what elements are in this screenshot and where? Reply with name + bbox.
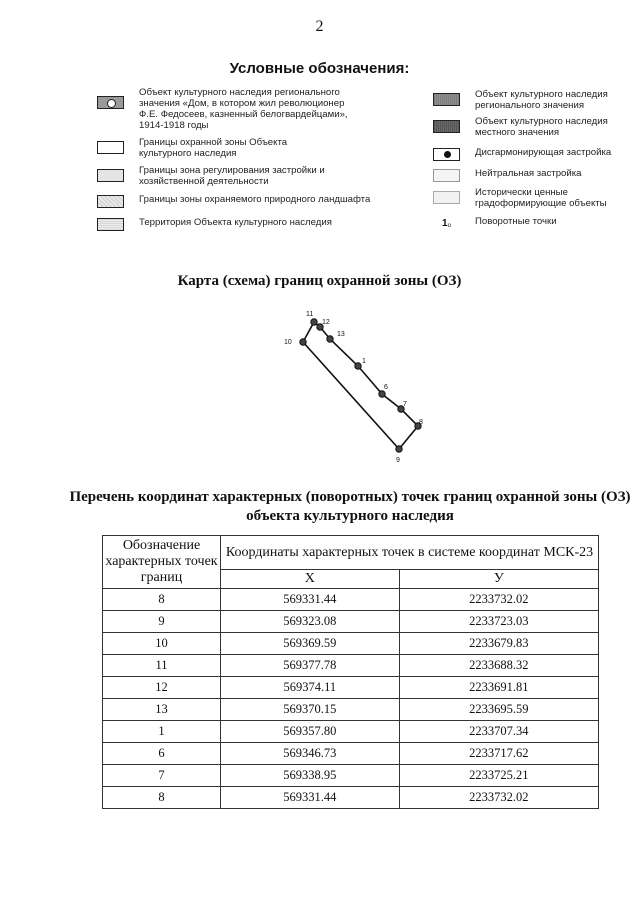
landscape-zone-swatch <box>97 195 124 208</box>
y-cell: 2233695.59 <box>399 699 598 721</box>
regulation-zone-swatch <box>97 169 124 182</box>
table-title: Перечень координат характерных (поворотных) точек границ охранной зоны (ОЗ) объекта культурного наследия <box>69 489 631 524</box>
y-cell: 2233725.21 <box>399 765 598 787</box>
legend-item-label: Нейтральная застройка <box>475 168 582 179</box>
point-cell: 9 <box>103 611 221 633</box>
point-label: 13 <box>337 331 345 338</box>
point-label: 8 <box>419 419 423 426</box>
x-cell: 569346.73 <box>221 743 400 765</box>
table-row <box>103 721 599 743</box>
legend-item-label: Объект культурного наследия местного значения <box>475 116 608 138</box>
y-cell: 2233679.83 <box>399 633 598 655</box>
table-row <box>103 677 599 699</box>
table-row <box>103 633 599 655</box>
point-cell: 13 <box>103 699 221 721</box>
heritage-object-swatch <box>97 96 124 109</box>
protection-zone-swatch <box>97 141 124 154</box>
point-label: 11 <box>306 311 314 318</box>
point-cell: 11 <box>103 655 221 677</box>
heritage-territory-swatch <box>97 218 124 231</box>
y-cell: 2233717.62 <box>399 743 598 765</box>
neutral-building-swatch <box>433 169 460 182</box>
legend-item-regulation-zone <box>97 165 325 187</box>
table-row <box>103 655 599 677</box>
x-cell: 569331.44 <box>221 589 400 611</box>
turning-point-icon: 1o <box>442 218 451 229</box>
point-cell: 1 <box>103 721 221 743</box>
point-cell: 7 <box>103 765 221 787</box>
point-cell: 8 <box>103 589 221 611</box>
header-x: X <box>221 570 400 589</box>
legend-item-turning-points <box>433 215 557 230</box>
point-label: 12 <box>322 319 330 326</box>
turning-points <box>300 319 421 452</box>
legend-item-label: Территория Объекта культурного наследия <box>139 217 332 228</box>
y-cell: 2233688.32 <box>399 655 598 677</box>
x-cell: 569370.15 <box>221 699 400 721</box>
legend-item-landscape-zone <box>97 193 370 208</box>
turning-point-marker <box>311 319 317 325</box>
legend-item-protection-zone <box>97 137 287 159</box>
table-row <box>103 589 599 611</box>
x-cell: 569377.78 <box>221 655 400 677</box>
legend-item-label: Границы зона регулирования застройки и хозяйственной деятельности <box>139 165 325 187</box>
point-cell: 12 <box>103 677 221 699</box>
historic-objects-swatch <box>433 191 460 204</box>
y-cell: 2233732.02 <box>399 787 598 809</box>
legend-item-heritage-territory <box>97 216 332 231</box>
point-cell: 6 <box>103 743 221 765</box>
header-y: У <box>399 570 598 589</box>
protection-zone-boundary <box>303 322 418 449</box>
point-cell: 10 <box>103 633 221 655</box>
legend-item-regional-heritage <box>433 89 608 111</box>
x-cell: 569369.59 <box>221 633 400 655</box>
point-label: 1 <box>362 358 366 365</box>
x-cell: 569338.95 <box>221 765 400 787</box>
legend-item-label: Границы охранной зоны Объекта культурного наследия <box>139 137 288 159</box>
table-row <box>103 765 599 787</box>
turning-point-marker <box>300 339 306 345</box>
turning-point-marker <box>379 391 385 397</box>
table-row <box>103 699 599 721</box>
y-cell: 2233707.34 <box>399 721 598 743</box>
regional-heritage-swatch <box>433 93 460 106</box>
turning-point-marker <box>396 446 402 452</box>
legend-title: Условные обозначения: <box>229 60 410 77</box>
legend-item-historic-objects <box>433 187 607 209</box>
point-label: 10 <box>284 339 292 346</box>
y-cell: 2233723.03 <box>399 611 598 633</box>
legend-item-label: Дисгармонирующая застройка <box>475 147 612 158</box>
x-cell: 569374.11 <box>221 677 400 699</box>
point-label: 6 <box>384 384 388 391</box>
y-cell: 2233732.02 <box>399 589 598 611</box>
table-row <box>103 611 599 633</box>
local-heritage-swatch <box>433 120 460 133</box>
legend-item-label: Исторически ценные градоформирующие объекты <box>475 187 607 209</box>
point-label: 7 <box>403 401 407 408</box>
legend-item-label: Объект культурного наследия регионального значения «Дом, в котором жил революционер Ф.Е. Федосеев, казненный белогвардейцами», 1914-1918 годы <box>139 87 348 131</box>
legend-item-neutral-building <box>433 167 581 182</box>
legend-item-dissonant-building <box>433 146 611 161</box>
dissonant-building-swatch <box>433 148 460 161</box>
header-point-designation: Обозначение характерных точек границ <box>103 536 221 589</box>
table-row <box>103 787 599 809</box>
turning-point-marker <box>355 363 361 369</box>
table-row <box>103 743 599 765</box>
legend-item-local-heritage <box>433 116 608 138</box>
legend-item-label: Объект культурного наследия регионального значения <box>475 89 608 111</box>
header-coordinate-system: Координаты характерных точек в системе координат МСК-23 <box>221 536 599 570</box>
legend-item-label: Границы зоны охраняемого природного ландшафта <box>139 194 371 205</box>
point-label: 9 <box>396 457 400 464</box>
legend-item-heritage-object <box>97 87 348 131</box>
y-cell: 2233691.81 <box>399 677 598 699</box>
x-cell: 569323.08 <box>221 611 400 633</box>
protection-zone-map <box>270 300 440 470</box>
x-cell: 569357.80 <box>221 721 400 743</box>
coordinates-table <box>102 535 599 809</box>
point-cell: 8 <box>103 787 221 809</box>
x-cell: 569331.44 <box>221 787 400 809</box>
page-number: 2 <box>315 18 324 35</box>
legend-item-label: Поворотные точки <box>475 216 557 227</box>
turning-point-marker <box>327 336 333 342</box>
map-title: Карта (схема) границ охранной зоны (ОЗ) <box>177 273 462 289</box>
